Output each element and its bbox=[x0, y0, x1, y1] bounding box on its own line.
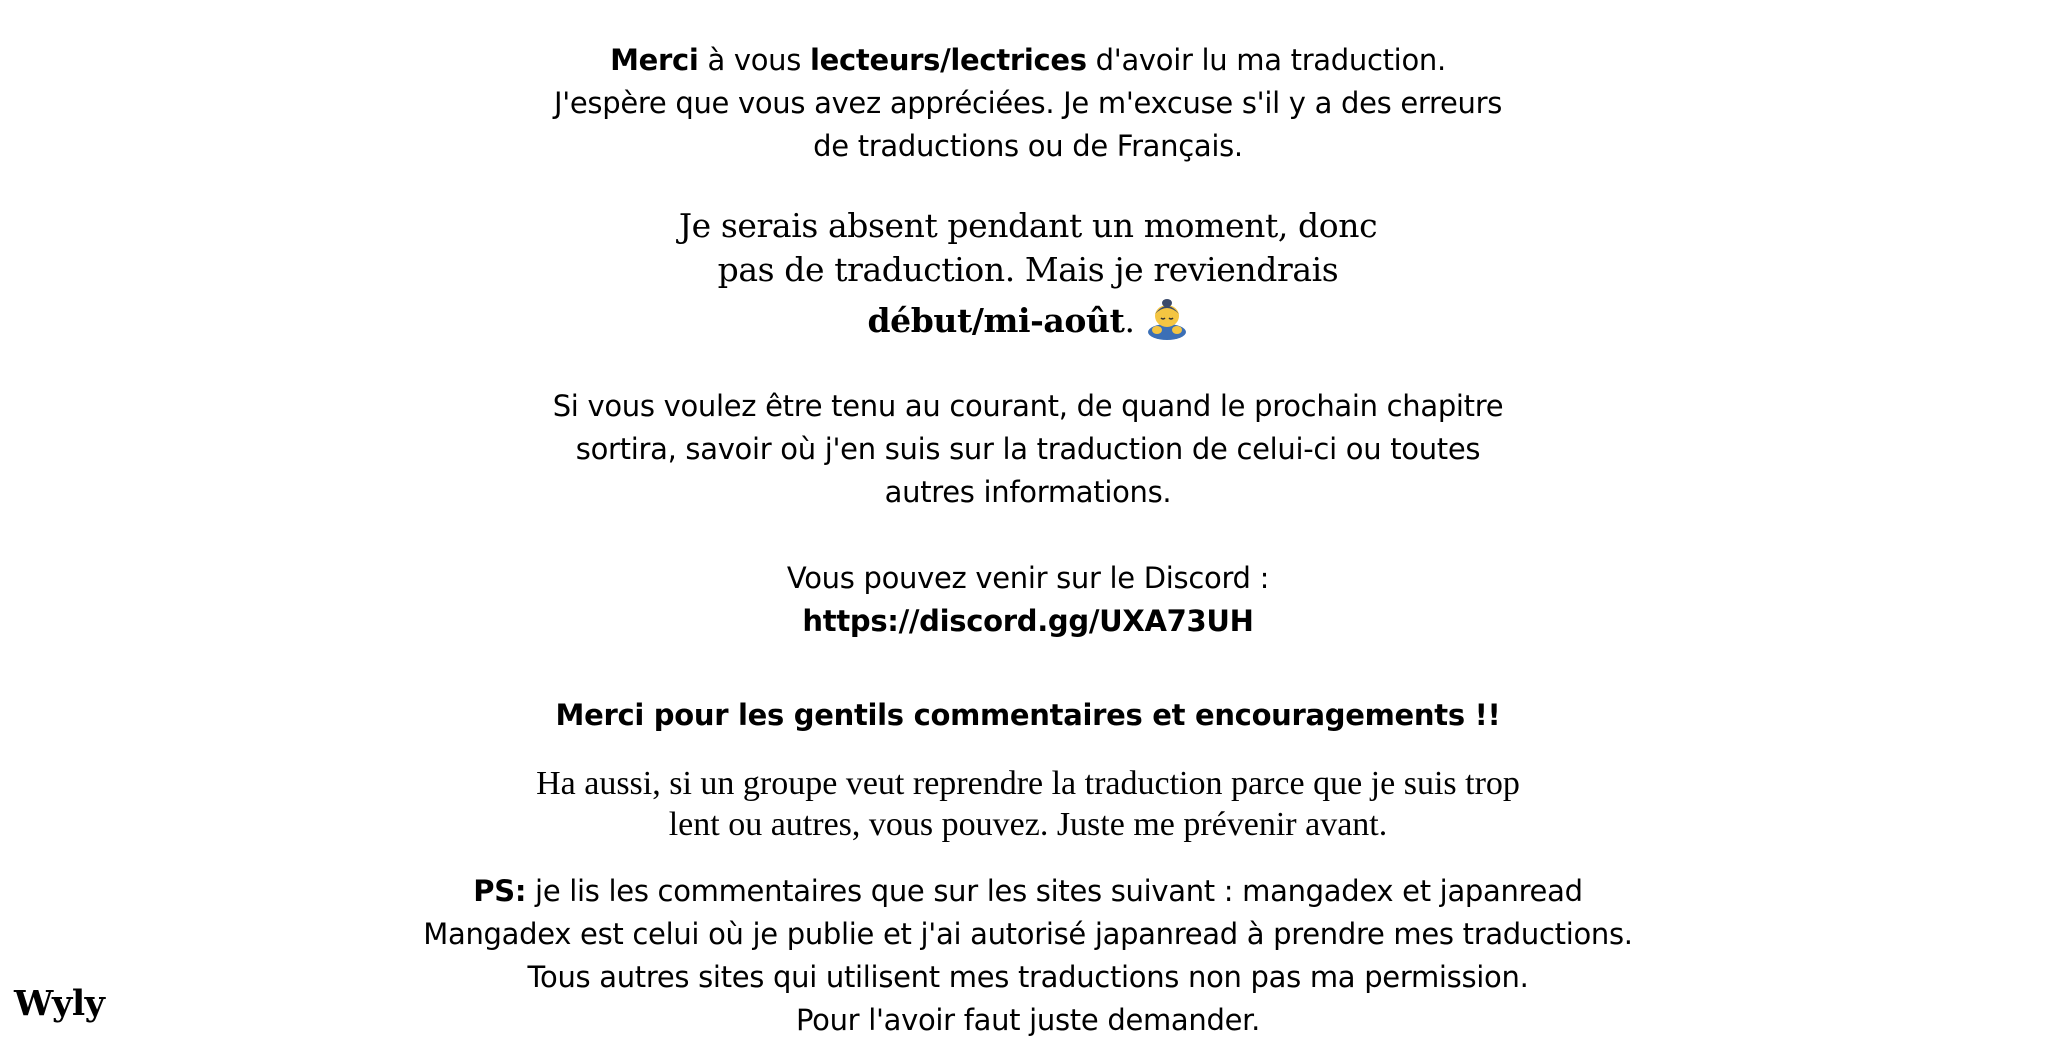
absence-line-2: pas de traduction. Mais je reviendrais bbox=[717, 250, 1339, 289]
apology-line-2: de traductions ou de Français. bbox=[813, 129, 1243, 163]
ps-line-1 bbox=[0, 874, 2056, 908]
ps-label: PS: bbox=[473, 874, 527, 908]
discord-intro: Vous pouvez venir sur le Discord : bbox=[786, 561, 1270, 595]
ps-text: je lis les commentaires que sur les sites suivant : mangadex et japanread bbox=[526, 874, 1583, 908]
absence-line-1: Je serais absent pendant un moment, donc bbox=[678, 206, 1378, 245]
merci-word: Merci bbox=[610, 43, 699, 77]
read-translation-text: d'avoir lu ma traduction. bbox=[1086, 43, 1446, 77]
thanks-readers-line bbox=[0, 43, 2056, 77]
info-line-3: autres informations. bbox=[884, 475, 1172, 509]
apology-line-1: J'espère que vous avez appréciées. Je m'excuse s'il y a des erreurs bbox=[553, 86, 1503, 120]
discord-link[interactable]: https://discord.gg/UXA73UH bbox=[802, 604, 1254, 638]
thanks-comments: Merci pour les gentils commentaires et encouragements !! bbox=[555, 698, 1501, 732]
return-date-period: . bbox=[1124, 301, 1135, 340]
ps-line-3: Tous autres sites qui utilisent mes traductions non pas ma permission. bbox=[527, 960, 1529, 994]
ps-line-2: Mangadex est celui où je publie et j'ai autorisé japanread à prendre mes traductions. bbox=[423, 917, 1633, 951]
ps-line-4: Pour l'avoir faut juste demander. bbox=[795, 1003, 1261, 1037]
bowing-person-icon bbox=[1145, 296, 1189, 340]
info-line-1: Si vous voulez être tenu au courant, de quand le prochain chapitre bbox=[552, 389, 1504, 423]
absence-line-3 bbox=[0, 296, 2056, 340]
takeover-line-2: lent ou autres, vous pouvez. Juste me prévenir avant. bbox=[668, 806, 1388, 843]
discord-link-line bbox=[0, 604, 2056, 638]
info-line-2: sortira, savoir où j'en suis sur la traduction de celui-ci ou toutes bbox=[575, 432, 1481, 466]
signature: Wyly bbox=[14, 983, 105, 1024]
a-vous-text: à vous bbox=[698, 43, 810, 77]
readers-word: lecteurs/lectrices bbox=[809, 43, 1087, 77]
thanks-comments-line bbox=[0, 698, 2056, 732]
takeover-line-1: Ha aussi, si un groupe veut reprendre la traduction parce que je suis trop bbox=[536, 765, 1520, 802]
return-date: début/mi-août bbox=[867, 301, 1125, 340]
